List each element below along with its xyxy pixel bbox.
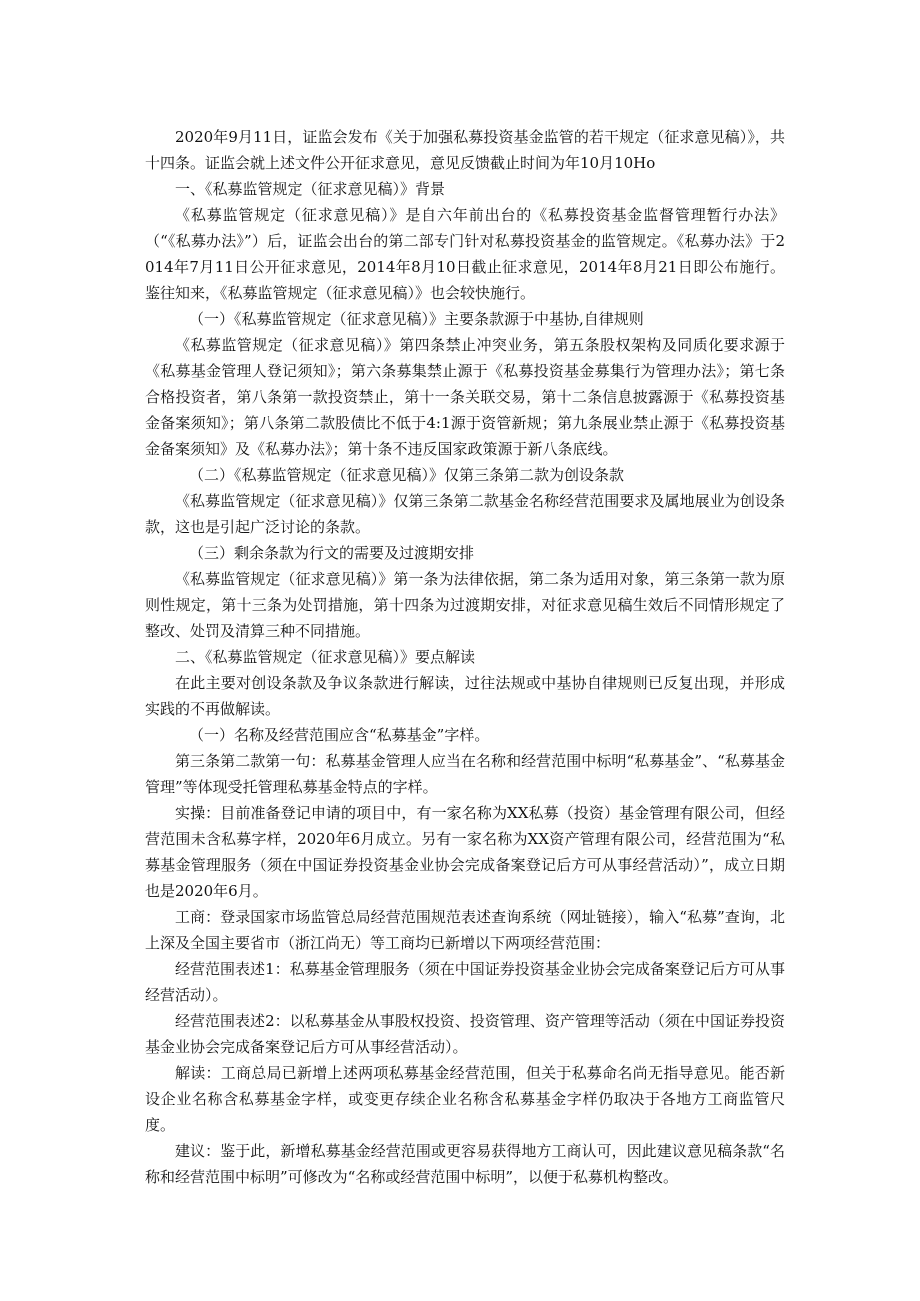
background-paragraph: 《私募监管规定（征求意见稿）》是自六年前出台的《私募投资基金监督管理暂行办法》（“《私募办法》”）后，证监会出台的第二部专门针对私募投资基金的监管规定。《私募办法》于2014年7月11日公开征求意见，2014年8月10日截止征求意见，2014年8月21日即公布施行。鉴往知来，《私募监管规定（征求意见稿）》也会较快施行。: [145, 206, 785, 302]
section-heading-background: 一、《私募监管规定（征求意见稿）》背景: [175, 180, 446, 198]
section-heading-interpretation: 二、《私募监管规定（征求意见稿）》要点解读: [175, 648, 476, 666]
source-clauses-paragraph: 《私募监管规定（征求意见稿）》第四条禁止冲突业务，第五条股权架构及同质化要求源于《私募基金管理人登记须知》；第六条募集禁止源于《私募投资基金募集行为管理办法》；第七条合格投资者，第八条第一款投资禁止，第十一条关联交易，第十二条信息披露源于《私募投资基金备案须知》；第八条第二款股债比不低于4:1源于资管新规；第九条展业禁止源于《私募投资基金备案须知》及《私募办法》；第十条不违反国家政策源于新八条底线。: [145, 336, 785, 458]
suggestion-paragraph: 建议：鉴于此，新增私募基金经营范围或更容易获得地方工商认可，因此建议意见稿条款“名称和经营范围中标明”可修改为“名称或经营范围中标明”，以便于私募机构整改。: [145, 1142, 785, 1186]
analysis-paragraph: 解读：工商总局已新增上述两项私募基金经营范围，但关于私募命名尚无指导意见。能否新设企业名称含私募基金字样，或变更存续企业名称含私募基金字样仍取决于各地方工商监管尺度。: [145, 1064, 785, 1134]
subheading-remaining-clauses: （三）剩余条款为行文的需要及过渡期安排: [189, 544, 475, 562]
intro-paragraph: 2020年9月11日，证监会发布《关于加强私募投资基金监管的若干规定（征求意见稿）》，共十四条。证监会就上述文件公开征求意见，意见反馈截止时间为年10月10Ho: [145, 128, 785, 172]
document-body: [145, 124, 785, 1190]
subheading-source-clauses: （一）《私募监管规定（征求意见稿）》主要条款源于中基协,自律规则: [189, 310, 644, 328]
interpretation-intro-paragraph: 在此主要对创设条款及争议条款进行解读，过往法规或中基协自律规则已反复出现，并形成实践的不再做解读。: [145, 674, 785, 718]
subheading-name-scope: （一）名称及经营范围应含“私募基金”字样。: [189, 726, 490, 744]
remaining-clauses-paragraph: 《私募监管规定（征求意见稿）》第一条为法律依据，第二条为适用对象，第三条第一款为原则性规定，第十三条为处罚措施，第十四条为过渡期安排，对征求意见稿生效后不同情形规定了整改、处罚及清算三种不同措施。: [145, 570, 785, 640]
scope-description-one: 经营范围表述1：私募基金管理服务（须在中国证券投资基金业协会完成备案登记后方可从事经营活动）。: [145, 960, 785, 1004]
new-clause-paragraph: 《私募监管规定（征求意见稿）》仅第三条第二款基金名称经营范围要求及属地展业为创设条款，这也是引起广泛讨论的条款。: [145, 492, 785, 536]
subheading-new-clause: （二）《私募监管规定（征求意见稿）》仅第三条第二款为创设条款: [189, 466, 625, 484]
scope-description-two: 经营范围表述2：以私募基金从事股权投资、投资管理、资产管理等活动（须在中国证券投资基金业协会完成备案登记后方可从事经营活动）。: [145, 1012, 785, 1056]
article-three-paragraph: 第三条第二款第一句：私募基金管理人应当在名称和经营范围中标明“私募基金”、“私募基金管理”等体现受托管理私募基金特点的字样。: [145, 752, 785, 796]
registry-paragraph: 工商：登录国家市场监管总局经营范围规范表述查询系统（网址链接），输入“私募”查询，北上深及全国主要省市（浙江尚无）等工商均已新增以下两项经营范围：: [145, 908, 785, 952]
practice-paragraph: 实操：目前准备登记申请的项目中，有一家名称为XX私募（投资）基金管理有限公司，但经营范围未含私募字样，2020年6月成立。另有一家名称为XX资产管理有限公司，经营范围为“私募基金管理服务（须在中国证券投资基金业协会完成备案登记后方可从事经营活动）”，成立日期也是2020年6月。: [145, 804, 785, 900]
